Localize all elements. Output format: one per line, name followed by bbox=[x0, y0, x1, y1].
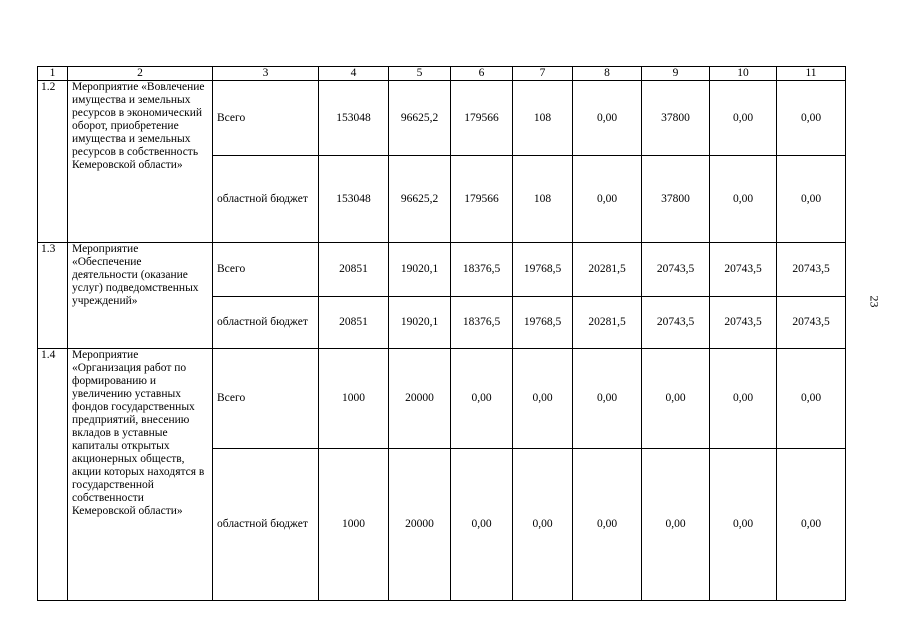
value-cell: 20743,5 bbox=[777, 297, 846, 349]
header-cell: 6 bbox=[451, 67, 513, 81]
value-cell: 0,00 bbox=[642, 449, 710, 601]
value-cell: 19020,1 bbox=[389, 297, 451, 349]
funding-source: областной бюджет bbox=[213, 297, 319, 349]
table-row bbox=[38, 349, 846, 449]
header-cell: 11 bbox=[777, 67, 846, 81]
funding-source: областной бюджет bbox=[213, 449, 319, 601]
value-cell: 108 bbox=[513, 156, 573, 243]
value-cell: 20000 bbox=[389, 349, 451, 449]
value-cell: 0,00 bbox=[451, 349, 513, 449]
funding-source: Всего bbox=[213, 243, 319, 297]
budget-table bbox=[37, 66, 846, 601]
value-cell: 0,00 bbox=[573, 449, 642, 601]
value-cell: 0,00 bbox=[573, 156, 642, 243]
page-number: 23 bbox=[867, 295, 882, 308]
value-cell: 20000 bbox=[389, 449, 451, 601]
value-cell: 96625,2 bbox=[389, 81, 451, 156]
value-cell: 0,00 bbox=[573, 349, 642, 449]
value-cell: 0,00 bbox=[513, 349, 573, 449]
value-cell: 19768,5 bbox=[513, 297, 573, 349]
value-cell: 0,00 bbox=[642, 349, 710, 449]
value-cell: 20743,5 bbox=[710, 243, 777, 297]
value-cell: 20281,5 bbox=[573, 243, 642, 297]
item-description: Мероприятие «Вовлечение имущества и земельных ресурсов в экономический оборот, приобретение имущества и земельных ресурсов в собственность Кемеровской области» bbox=[68, 81, 213, 243]
value-cell: 18376,5 bbox=[451, 297, 513, 349]
item-number: 1.4 bbox=[38, 349, 68, 601]
column-number-row bbox=[38, 67, 846, 81]
header-cell: 8 bbox=[573, 67, 642, 81]
value-cell: 1000 bbox=[319, 349, 389, 449]
value-cell: 37800 bbox=[642, 156, 710, 243]
item-description: Мероприятие «Обеспечение деятельности (оказание услуг) подведомственных учреждений» bbox=[68, 243, 213, 349]
value-cell: 0,00 bbox=[451, 449, 513, 601]
header-cell: 7 bbox=[513, 67, 573, 81]
value-cell: 19020,1 bbox=[389, 243, 451, 297]
value-cell: 20743,5 bbox=[642, 297, 710, 349]
item-number: 1.2 bbox=[38, 81, 68, 243]
header-cell: 2 bbox=[68, 67, 213, 81]
value-cell: 20743,5 bbox=[777, 243, 846, 297]
funding-source: областной бюджет bbox=[213, 156, 319, 243]
value-cell: 20743,5 bbox=[642, 243, 710, 297]
header-cell: 4 bbox=[319, 67, 389, 81]
value-cell: 0,00 bbox=[513, 449, 573, 601]
value-cell: 37800 bbox=[642, 81, 710, 156]
value-cell: 179566 bbox=[451, 156, 513, 243]
value-cell: 20743,5 bbox=[710, 297, 777, 349]
value-cell: 0,00 bbox=[710, 349, 777, 449]
value-cell: 153048 bbox=[319, 156, 389, 243]
header-cell: 3 bbox=[213, 67, 319, 81]
value-cell: 179566 bbox=[451, 81, 513, 156]
header-cell: 10 bbox=[710, 67, 777, 81]
table-row bbox=[38, 243, 846, 297]
value-cell: 0,00 bbox=[710, 156, 777, 243]
value-cell: 0,00 bbox=[777, 449, 846, 601]
funding-source: Всего bbox=[213, 349, 319, 449]
header-cell: 9 bbox=[642, 67, 710, 81]
value-cell: 0,00 bbox=[573, 81, 642, 156]
header-cell: 5 bbox=[389, 67, 451, 81]
value-cell: 96625,2 bbox=[389, 156, 451, 243]
value-cell: 0,00 bbox=[710, 449, 777, 601]
value-cell: 153048 bbox=[319, 81, 389, 156]
value-cell: 20851 bbox=[319, 243, 389, 297]
value-cell: 20281,5 bbox=[573, 297, 642, 349]
value-cell: 20851 bbox=[319, 297, 389, 349]
value-cell: 108 bbox=[513, 81, 573, 156]
table-row bbox=[38, 81, 846, 156]
funding-source: Всего bbox=[213, 81, 319, 156]
item-number: 1.3 bbox=[38, 243, 68, 349]
item-description: Мероприятие «Организация работ по формированию и увеличению уставных фондов государственных предприятий, внесению вкладов в уставные капиталы открытых акционерных обществ, акции которых находятся в государственной собственности Кемеровской области» bbox=[68, 349, 213, 601]
value-cell: 0,00 bbox=[710, 81, 777, 156]
value-cell: 0,00 bbox=[777, 156, 846, 243]
value-cell: 0,00 bbox=[777, 349, 846, 449]
value-cell: 18376,5 bbox=[451, 243, 513, 297]
header-cell: 1 bbox=[38, 67, 68, 81]
value-cell: 1000 bbox=[319, 449, 389, 601]
value-cell: 19768,5 bbox=[513, 243, 573, 297]
value-cell: 0,00 bbox=[777, 81, 846, 156]
